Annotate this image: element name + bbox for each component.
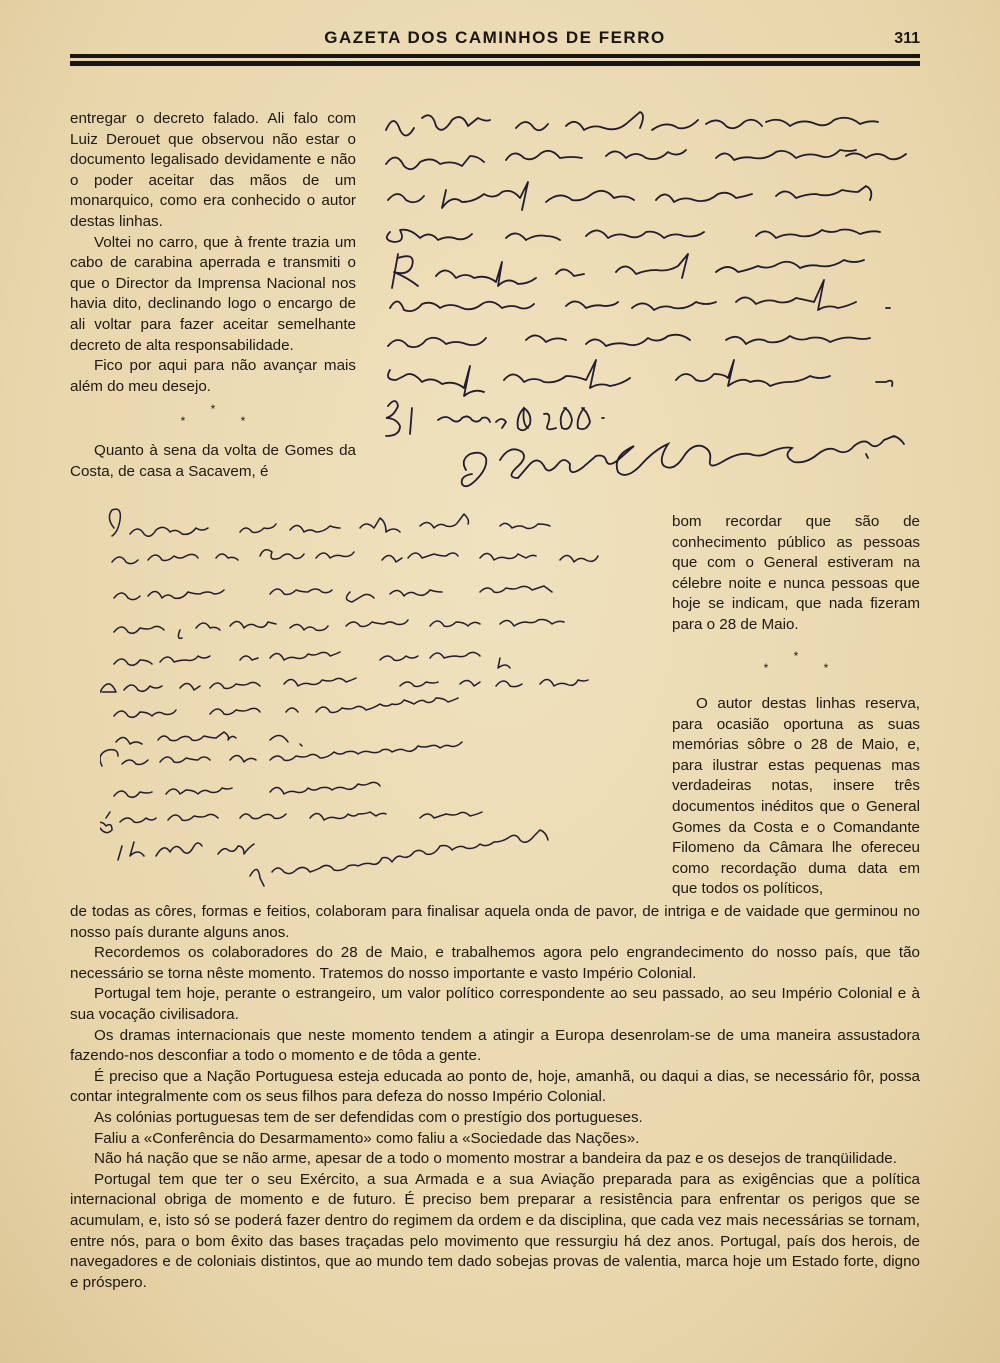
paragraph: Faliu a «Conferência do Desarmamento» como faliu a «Sociedade das Nações». — [94, 1129, 640, 1147]
separator-star: * — [210, 402, 216, 417]
paragraph: Fico por aqui para não avançar mais além do meu desejo. — [70, 357, 356, 395]
separator-stars-pair: * * — [180, 414, 272, 429]
paragraph: bom recordar que são de conhecimento público as pessoas que com o General estiveram na célebre noite e nunca pessoas que hoje se indicam, que nada fizeram para o 28 de Maio. — [672, 513, 920, 633]
header-rule-bottom — [70, 61, 920, 66]
right-column-text — [672, 512, 920, 636]
handwriting-image — [376, 108, 921, 504]
paragraph: É preciso que a Nação Portuguesa esteja educada ao ponto de, hoje, amanhã, ou daqui a dias, se necessário fôr, possa contar integralmente com os seus filhos para defeza do nosso Império Colonial. — [70, 1067, 920, 1106]
paragraph: Quanto à sena da volta de Gomes da Costa, de casa a Sacavem, é — [70, 442, 356, 480]
paragraph: Recordemos os colaboradores do 28 de Maio, e trabalhemos agora pelo engrandecimento do nosso país, que tão necessário se torna nêste momento. Tratemos do nosso importante e vasto Império Colonial. — [70, 944, 920, 982]
paragraph: Não há nação que se não arme, apesar de a todo o momento mostrar a bandeira da paz e os desejos de tranqüilidade. — [94, 1150, 897, 1168]
paragraph: As colónias portuguesas tem de ser defendidas com o prestígio dos portugueses. — [94, 1108, 643, 1126]
section-separator — [70, 403, 356, 427]
paragraph: entregar o decreto falado. Ali falo com Luiz Derouet que observou não estar o documento legalisado devidamente e não o poder aceitar das mãos de um monarquico, como era conhecido o autor destas linhas. — [70, 110, 356, 230]
header-rule-top — [70, 54, 920, 58]
handwritten-document-filomeno-da-camara — [100, 508, 645, 896]
separator-stars-pair: * * — [763, 661, 855, 675]
full-width-text — [70, 902, 920, 1293]
right-column-text-lower — [672, 694, 920, 900]
page-header-title: GAZETA DOS CAMINHOS DE FERRO — [324, 28, 666, 47]
section-separator — [672, 650, 920, 674]
paragraph: Portugal tem que ter o seu Exército, a sua Armada e a sua Aviação preparada para as exigências que a política internacional obriga de momento e de futuro. É preciso bem preparar a resistência para enfrentar os perigos que se acumulam, e, isto só se poderá fazer dentro do regimem da ordem e da disciplina, que cada vez mais necessárias se tornam, entre nós, para o bom êxito das bases traçadas pelo movimento que ressurgiu há dez anos. Portugal, país dos herois, de navegadores e de coloniais distintos, que ao mundo tem dado sobejas provas de valentia, marca hoje um Estado forte, digno e próspero. — [70, 1170, 920, 1291]
paragraph: Voltei no carro, que à frente trazia um cabo de carabina aperrada e transmiti o que o Director da Imprensa Nacional nos havia dito, declinando logo o encargo de ali voltar para fazer aceitar semelhante decreto de alta responsabilidade. — [70, 233, 356, 354]
paragraph: de todas as côres, formas e feitios, colaboram para finalisar aquela onda de pavor, de intriga e de vaidade que germinou no nosso país durante alguns anos. — [70, 903, 920, 941]
left-column-text — [70, 109, 356, 483]
paragraph: Os dramas internacionais que neste momento tendem a atingir a Europa desenrolam-se de uma maneira assustadora fazendo-nos desconfiar a todo o momento e de tôda a gente. — [70, 1026, 920, 1065]
handwritten-document-gomes-da-costa — [376, 108, 921, 504]
page-number: 311 — [894, 30, 920, 47]
paragraph: Portugal tem hoje, perante o estrangeiro, um valor político correspondente ao seu passado, ao seu Império Colonial e à sua vocação civilisadora. — [70, 985, 920, 1023]
paragraph: O autor destas linhas reserva, para ocasião oportuna as suas memórias sôbre o 28 de Maio, e, para ilustrar estas pequenas mas verdadeiras notas, insere três documentos inéditos que o General Gomes da Costa e o Comandante Filomeno da Câmara lhe ofereceu como recordação duma data em que todos os políticos, — [672, 695, 920, 898]
separator-star: * — [793, 649, 799, 663]
handwriting-image — [100, 508, 645, 896]
